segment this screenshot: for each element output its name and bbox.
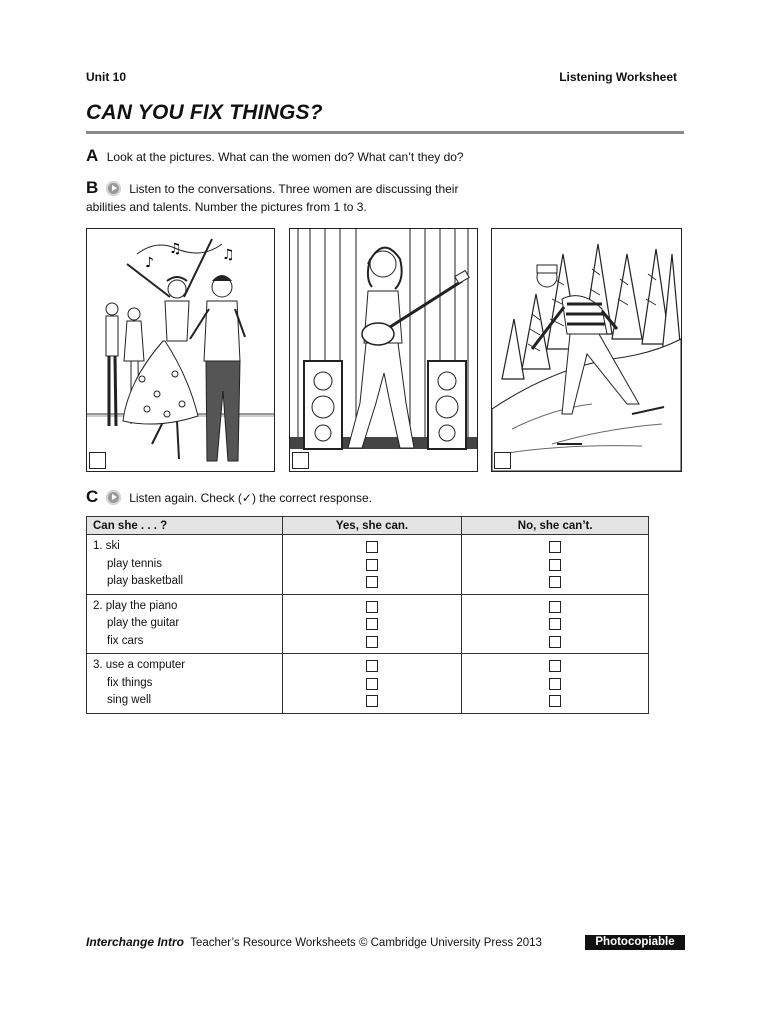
no-cell xyxy=(462,654,649,714)
header-yes: Yes, she can. xyxy=(282,517,462,535)
yes-checkbox[interactable] xyxy=(366,618,378,630)
table-row-group-1 xyxy=(87,535,649,595)
svg-text:♫: ♫ xyxy=(222,247,235,263)
items-cell xyxy=(87,535,283,595)
section-a-letter: A xyxy=(86,146,99,165)
no-checkbox[interactable] xyxy=(549,618,561,630)
yes-cell xyxy=(282,654,462,714)
header-can-she: Can she . . . ? xyxy=(87,517,283,535)
yes-checkbox[interactable] xyxy=(366,559,378,571)
section-b xyxy=(86,178,646,216)
footer xyxy=(86,935,542,949)
guitar-illustration xyxy=(290,229,477,471)
svg-text:♪: ♪ xyxy=(145,255,154,271)
section-b-line2: abilities and talents. Number the pictures from 1 to 3. xyxy=(86,200,367,214)
no-cell xyxy=(462,535,649,595)
picture-skating xyxy=(491,228,682,472)
no-checkbox[interactable] xyxy=(549,636,561,648)
photocopiable-badge: Photocopiable xyxy=(585,935,685,950)
footer-brand: Interchange Intro xyxy=(86,935,185,949)
item-label: 3. use a computer xyxy=(93,659,186,671)
item-label: fix things xyxy=(107,676,153,689)
section-c-letter: C xyxy=(86,487,99,506)
section-b-letter: B xyxy=(86,178,99,197)
yes-checkbox[interactable] xyxy=(366,660,378,672)
worksheet-type: Listening Worksheet xyxy=(559,70,677,84)
title-divider xyxy=(86,131,684,134)
section-a xyxy=(86,146,464,166)
items-cell xyxy=(87,654,283,714)
footer-copyright: Teacher’s Resource Worksheets © Cambridge University Press 2013 xyxy=(190,937,542,949)
yes-cell xyxy=(282,535,462,595)
picture-dancing xyxy=(86,228,275,472)
section-c xyxy=(86,487,372,507)
no-checkbox[interactable] xyxy=(549,601,561,613)
item-label: play tennis xyxy=(107,557,162,570)
skating-illustration xyxy=(492,229,681,471)
yes-checkbox[interactable] xyxy=(366,695,378,707)
item-label: 2. play the piano xyxy=(93,599,178,612)
section-a-text: Look at the pictures. What can the women do? What can’t they do? xyxy=(106,150,464,164)
no-checkbox[interactable] xyxy=(549,695,561,707)
yes-checkbox[interactable] xyxy=(366,678,378,690)
picture-1-number-box[interactable] xyxy=(89,452,106,469)
no-checkbox[interactable] xyxy=(549,576,561,588)
picture-guitar xyxy=(289,228,478,472)
unit-label: Unit 10 xyxy=(86,70,127,84)
no-checkbox[interactable] xyxy=(549,541,561,553)
table-row-group-3 xyxy=(87,654,649,714)
items-cell xyxy=(87,594,283,654)
no-checkbox[interactable] xyxy=(549,678,561,690)
table-header-row xyxy=(87,517,649,535)
yes-checkbox[interactable] xyxy=(366,601,378,613)
table-row-group-2 xyxy=(87,594,649,654)
yes-checkbox[interactable] xyxy=(366,541,378,553)
page-title: CAN YOU FIX THINGS? xyxy=(86,101,323,124)
audio-play-icon[interactable] xyxy=(106,181,121,196)
no-checkbox[interactable] xyxy=(549,559,561,571)
dancing-illustration xyxy=(87,229,274,471)
picture-3-number-box[interactable] xyxy=(494,452,511,469)
yes-cell xyxy=(282,594,462,654)
header-no: No, she can’t. xyxy=(462,517,649,535)
item-label: sing well xyxy=(107,694,152,706)
yes-checkbox[interactable] xyxy=(366,636,378,648)
response-table xyxy=(86,516,649,714)
yes-checkbox[interactable] xyxy=(366,576,378,588)
no-checkbox[interactable] xyxy=(549,660,561,672)
item-label: play the guitar xyxy=(107,617,180,629)
item-label: play basketball xyxy=(107,575,184,587)
audio-play-icon[interactable] xyxy=(106,490,121,505)
no-cell xyxy=(462,594,649,654)
item-label: 1. ski xyxy=(93,540,120,552)
item-label: fix cars xyxy=(107,634,144,647)
picture-2-number-box[interactable] xyxy=(292,452,309,469)
section-c-text: Listen again. Check (✓) the correct response. xyxy=(129,491,373,505)
section-b-line1: Listen to the conversations. Three women are discussing their xyxy=(129,182,459,196)
svg-text:♫: ♫ xyxy=(169,241,182,257)
